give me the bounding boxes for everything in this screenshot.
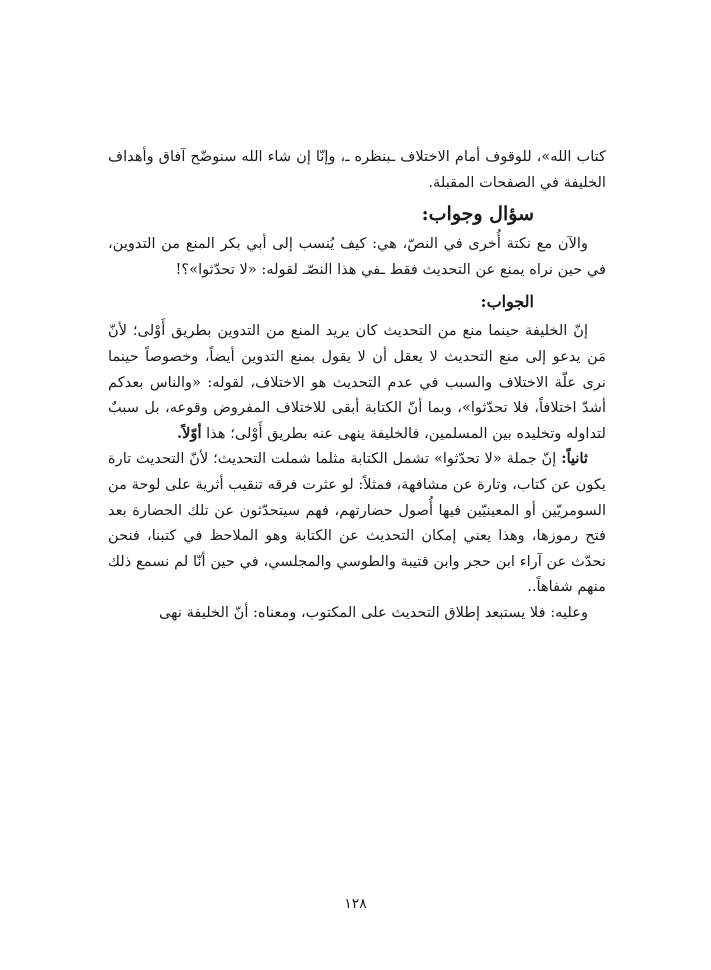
paragraph-5: وعليه: فلا يستبعد إطلاق التحديث على المكتوب، ومعناه: أنّ الخليفة نهى [159, 603, 588, 621]
paragraph-3 [108, 318, 606, 446]
paragraph-4-text: إنّ جملة «لا تحدّثوا» تشمل الكتابة مثلما شملت التحديث؛ لأنّ التحديث تارة يكون عن كتاب، وتارة عن مشافهة، فمثلاً: لو عثرت فرقه تنقيب أثرية على لوحة من السومريّين أو المعينيّين فيها أُصول حضارتهم، فهم سيتحدّثون عن تلك الحضارة بعد فتح رموزها، وهذا يعني إمكان التحديث عن الكتابة وهو الملاحظ في كتبنا، فنحن نحدّث عن آراء ابن حجر وابن قتيبة والطوسي والمجلسي، في حين أنّا لم نسمع ذلك منهم شفاهاً.. [108, 450, 606, 596]
paragraph-4-bold-start: ثانياً: [561, 450, 588, 468]
page-number: ١٢٨ [344, 896, 367, 912]
paragraph-3-bold-end: أوّلاً. [177, 424, 202, 442]
paragraph-3-text: إنّ الخليفة حينما منع من التحديث كان يريد المنع من التدوين بطريق أَوْلى؛ لأنّ مَن يدعو إلى منع التحديث لا يعقل أن لا يقول بمنع التدوين أيضاً، وخصوصاً حينما نرى علّة الاختلاف والسبب في عدم التحديث هو الاختلاف، لقوله: «والناس بعدكم أشدّ اختلافاً، فلا تحدّثوا»، وبما أنّ الكتابة أبقى للاختلاف المفروض وقوعه، بل سببٌ لتداوله وتخليده بين المسلمين، فالخليفة ينهى عنه بطريق أَوْلى؛ هذا [108, 322, 606, 442]
paragraph-1: كتاب الله»، للوقوف أمام الاختلاف ـبنظره ـ، وإنّا إن شاء الله سنوضّح آفاق وأهداف الخليفة في الصفحات المقبلة. [108, 148, 606, 191]
paragraph-2: والآن مع نكتة أُخرى في النصّ، هي: كيف يُنسب إلى أبي بكر المنع من التدوين، في حين نراه يمنع عن التحديث فقط ـفي هذا النصّـ لقوله: «لا تحدّثوا»؟! [108, 235, 606, 278]
page-body [108, 144, 606, 626]
heading-answer: الجواب: [480, 292, 534, 312]
heading-question-answer: سؤال وجواب: [421, 203, 534, 226]
paragraph-4 [108, 446, 606, 600]
